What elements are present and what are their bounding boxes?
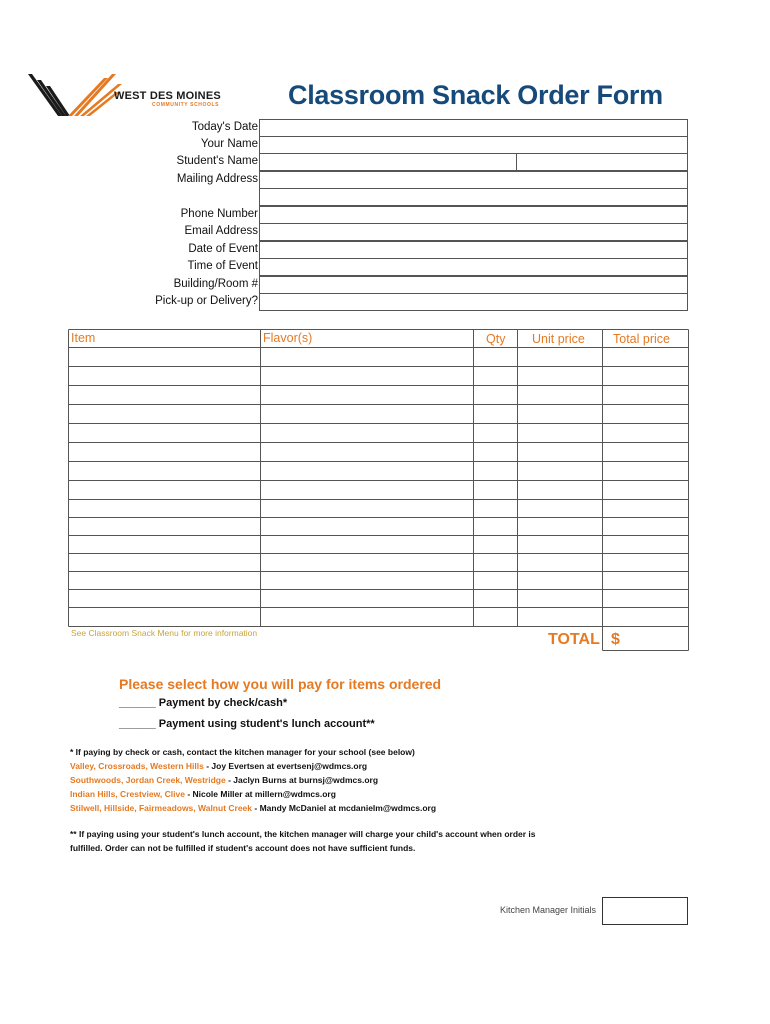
label-todays-date: Today's Date xyxy=(191,121,258,133)
contact-detail: - Joy Evertsen at evertsenj@wdmcs.org xyxy=(203,761,368,771)
label-phone-number: Phone Number xyxy=(180,208,258,220)
contact-line xyxy=(70,801,436,815)
header-qty: Qty xyxy=(486,332,506,346)
contact-schools: Southwoods, Jordan Creek, Westridge xyxy=(70,775,226,785)
account-note-line-1: ** If paying using your student's lunch account, the kitchen manager will charge your child's account when order is xyxy=(70,829,536,839)
payment-option-check[interactable]: ______ Payment by check/cash* xyxy=(119,697,288,709)
contact-detail: - Mandy McDaniel at mcdanielm@wdmcs.org xyxy=(252,803,437,813)
label-time-of-event: Time of Event xyxy=(187,260,258,272)
payment-option-account[interactable]: ______ Payment using student's lunch account** xyxy=(119,718,375,730)
header-flavor: Flavor(s) xyxy=(263,331,313,345)
kitchen-manager-initials-field[interactable] xyxy=(602,897,688,925)
logo-subtitle: COMMUNITY SCHOOLS xyxy=(152,102,220,108)
header-item: Item xyxy=(71,331,96,345)
kitchen-manager-label: Kitchen Manager Initials xyxy=(500,905,597,915)
contact-detail: - Jaclyn Burns at burnsj@wdmcs.org xyxy=(225,775,379,785)
total-label: TOTAL xyxy=(548,631,600,648)
account-note-line-2: fulfilled. Order can not be fulfilled if student's account does not have sufficient funds. xyxy=(70,843,416,853)
contact-line xyxy=(70,787,336,801)
label-your-name: Your Name xyxy=(200,138,258,150)
check-cash-note: * If paying by check or cash, contact the kitchen manager for your school (see below) xyxy=(70,747,415,757)
header-unit-price: Unit price xyxy=(532,332,585,346)
contact-detail: - Nicole Miller at millern@wdmcs.org xyxy=(184,789,336,799)
label-email-address: Email Address xyxy=(184,225,258,237)
total-currency: $ xyxy=(611,631,620,648)
label-pickup-delivery: Pick-up or Delivery? xyxy=(155,295,258,307)
menu-note: See Classroom Snack Menu for more information xyxy=(71,628,258,638)
label-date-of-event: Date of Event xyxy=(188,243,258,255)
page-title: Classroom Snack Order Form xyxy=(288,80,663,110)
contact-line xyxy=(70,773,378,787)
label-building-room: Building/Room # xyxy=(173,278,258,290)
label-student-name: Student's Name xyxy=(176,155,258,167)
contact-line xyxy=(70,759,367,773)
header-total-price: Total price xyxy=(613,332,670,346)
logo-name: WEST DES MOINES xyxy=(114,90,221,102)
contact-schools: Indian Hills, Crestview, Clive xyxy=(70,789,185,799)
label-mailing-address: Mailing Address xyxy=(176,173,258,185)
contact-schools: Valley, Crossroads, Western Hills xyxy=(70,761,204,771)
payment-heading: Please select how you will pay for items ordered xyxy=(119,676,442,692)
contact-schools: Stilwell, Hillside, Fairmeadows, Walnut Creek xyxy=(70,803,253,813)
